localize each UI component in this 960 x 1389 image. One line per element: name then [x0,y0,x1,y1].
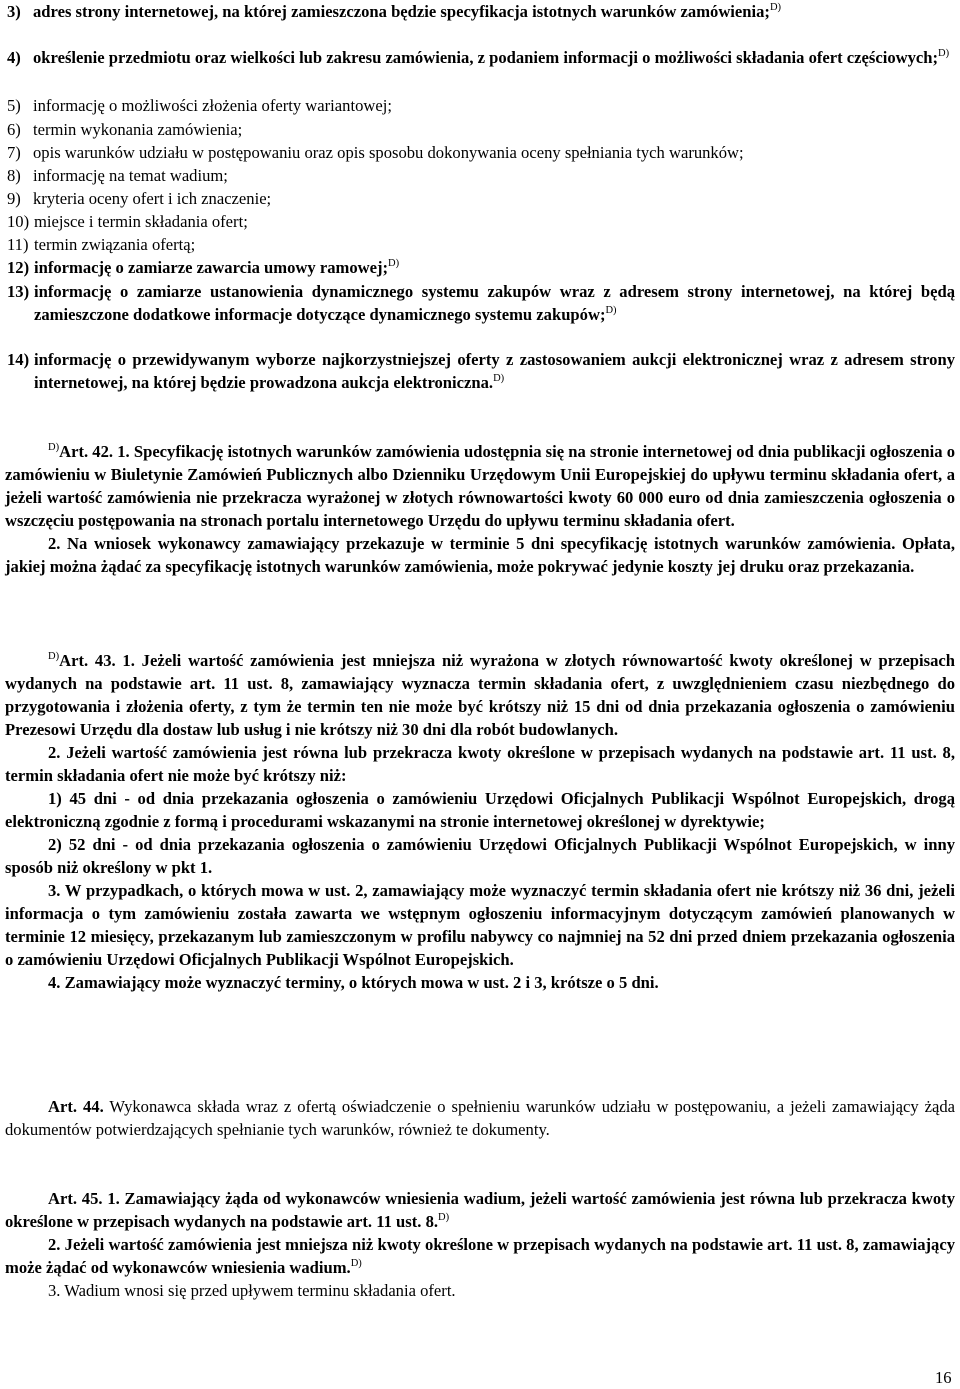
list-item: 11) termin związania ofertą; [7,235,196,254]
list-item: 14) informację o przewidywanym wyborze najkorzystniejszej oferty z zastosowaniem aukcji elektronicznej wraz z adresem strony internetowej, na której będzie prowadzona aukcja elektroniczna.$^{D)}$ [7,350,955,392]
list-item: 4) określenie przedmiotu oraz wielkości lub zakresu zamówienia, z podaniem informacji o możliwości składania ofert częściowych;$^{D)}$ [7,48,950,67]
list-item: 6) termin wykonania zamówienia; [7,120,243,139]
article-45: Art. 45. 1. Zamawiający żąda od wykonawców wniesienia wadium, jeżeli wartość zamówienia jest równa lub przekracza kwoty określone w przepisach wydanych na podstawie art. 11 ust. 8.$^{D)}$ 2. Jeżeli wartość zamówienia jest mniejsza niż kwoty określone w przepisach wydanych na podstawie art. 11 ust. 8, zamawiający może żądać od wykonawców wniesienia wadium.$^{D)}$ 3. Wadium wnosi się przed upływem terminu składania ofert. [5,1189,955,1300]
article-44: Art. 44. Wykonawca składa wraz z ofertą oświadczenie o spełnieniu warunków udziału w postępowaniu, a jeżeli zamawiający żąda dokumentów potwierdzających spełnianie tych warunków, również te dokumenty. [5,1097,956,1139]
article-43: $^{D)}$Art. 43. 1. Jeżeli wartość zamówienia jest mniejsza niż wyrażona w złotych równowartość kwoty określonej w przepisach wydanych na podstawie art. 11 ust. 8, zamawiający wyznacza termin składania ofert, z uwzględnieniem czasu niezbędnego do przygotowania i złożenia oferty, z tym że termin ten nie może być krótszy niż 15 dni od dnia przekazania ogłoszenia o zamówieniu Prezesowi Urzędu dla dostaw lub usług i nie krótszy niż 30 dni dla robót budowlanych. 2. Jeżeli wartość zamówienia jest równa lub przekracza kwoty określone w przepisach wydanych na podstawie art. 11 ust. 8, termin składania ofert nie może być krótszy niż: 1) 45 dni - od dnia przekazania ogłoszenia o zamówieniu Urzędowi Oficjalnych Publikacji Wspólnot Europejskich, drogą elektroniczną zgodnie z formą i procedurami wskazanymi na stronie internetowej określonej w dyrektywie; 2) 52 dni - od dnia przekazania ogłoszenia o zamówieniu Urzędowi Oficjalnych Publikacji Wspólnot Europejskich, w inny sposób niż określony w pkt 1. 3. W przypadkach, o których mowa w ust. 2, zamawiający może wyznaczyć termin składania ofert nie krótszy niż 36 dni, jeżeli informacja o tym zamówieniu została zawarta we wstępnym ogłoszeniu informacyjnym dotyczącym zamówień planowanych w terminie 12 miesięcy, przekazanym lub zamieszczonym w profilu nabywcy co najmniej na 52 dni przed dniem przekazania ogłoszenia o zamówieniu Urzędowi Oficjalnych Publikacji Wspólnot Europejskich. 4. Zamawiający może wyznaczyć terminy, o których mowa w ust. 2 i 3, krótsze o 5 dni. [5,651,955,992]
list-item: 9) kryteria oceny ofert i ich znaczenie; [7,189,272,208]
list-item: 13) informację o zamiarze ustanowienia dynamicznego systemu zakupów wraz z adresem strony internetowej, na której będą zamieszczone dodatkowe informacje dotyczące dynamicznego systemu zakupów;$^{D)}$ [7,282,955,324]
list-item: 12) informację o zamiarze zawarcia umowy ramowej;$^{D)}$ [7,258,400,277]
page-number: 16 [935,1368,952,1387]
list-item: 8) informację na temat wadium; [7,166,228,185]
list-item: 7) opis warunków udziału w postępowaniu oraz opis sposobu dokonywania oceny spełniania tych warunków; [7,143,744,162]
list-item: 10) miejsce i termin składania ofert; [7,212,248,231]
article-42: $^{D)}$Art. 42. 1. Specyfikację istotnych warunków zamówienia udostępnia się na stronie internetowej od dnia publikacji ogłoszenia o zamówieniu w Biuletynie Zamówień Publicznych albo Dzienniku Urzędowym Unii Europejskiej do upływu terminu składania ofert, a jeżeli wartość zamówienia nie przekracza wyrażonej w złotych równowartości kwoty 60 000 euro od dnia zamieszczenia ogłoszenia o wszczęciu postępowania na stronach portalu internetowego Urzędu do upływu terminu składania ofert. 2. Na wniosek wykonawcy zamawiający przekazuje w terminie 5 dni specyfikację istotnych warunków zamówienia. Opłata, jakiej można żądać za specyfikację istotnych warunków zamówienia, może pokrywać jedynie koszty jej druku oraz przekazania. [5,442,955,576]
list-item: 3) adres strony internetowej, na której zamieszczona będzie specyfikacja istotnych warunków zamówienia;$^{D)}$ [7,2,782,21]
list-item: 5) informację o możliwości złożenia oferty wariantowej; [7,96,392,115]
